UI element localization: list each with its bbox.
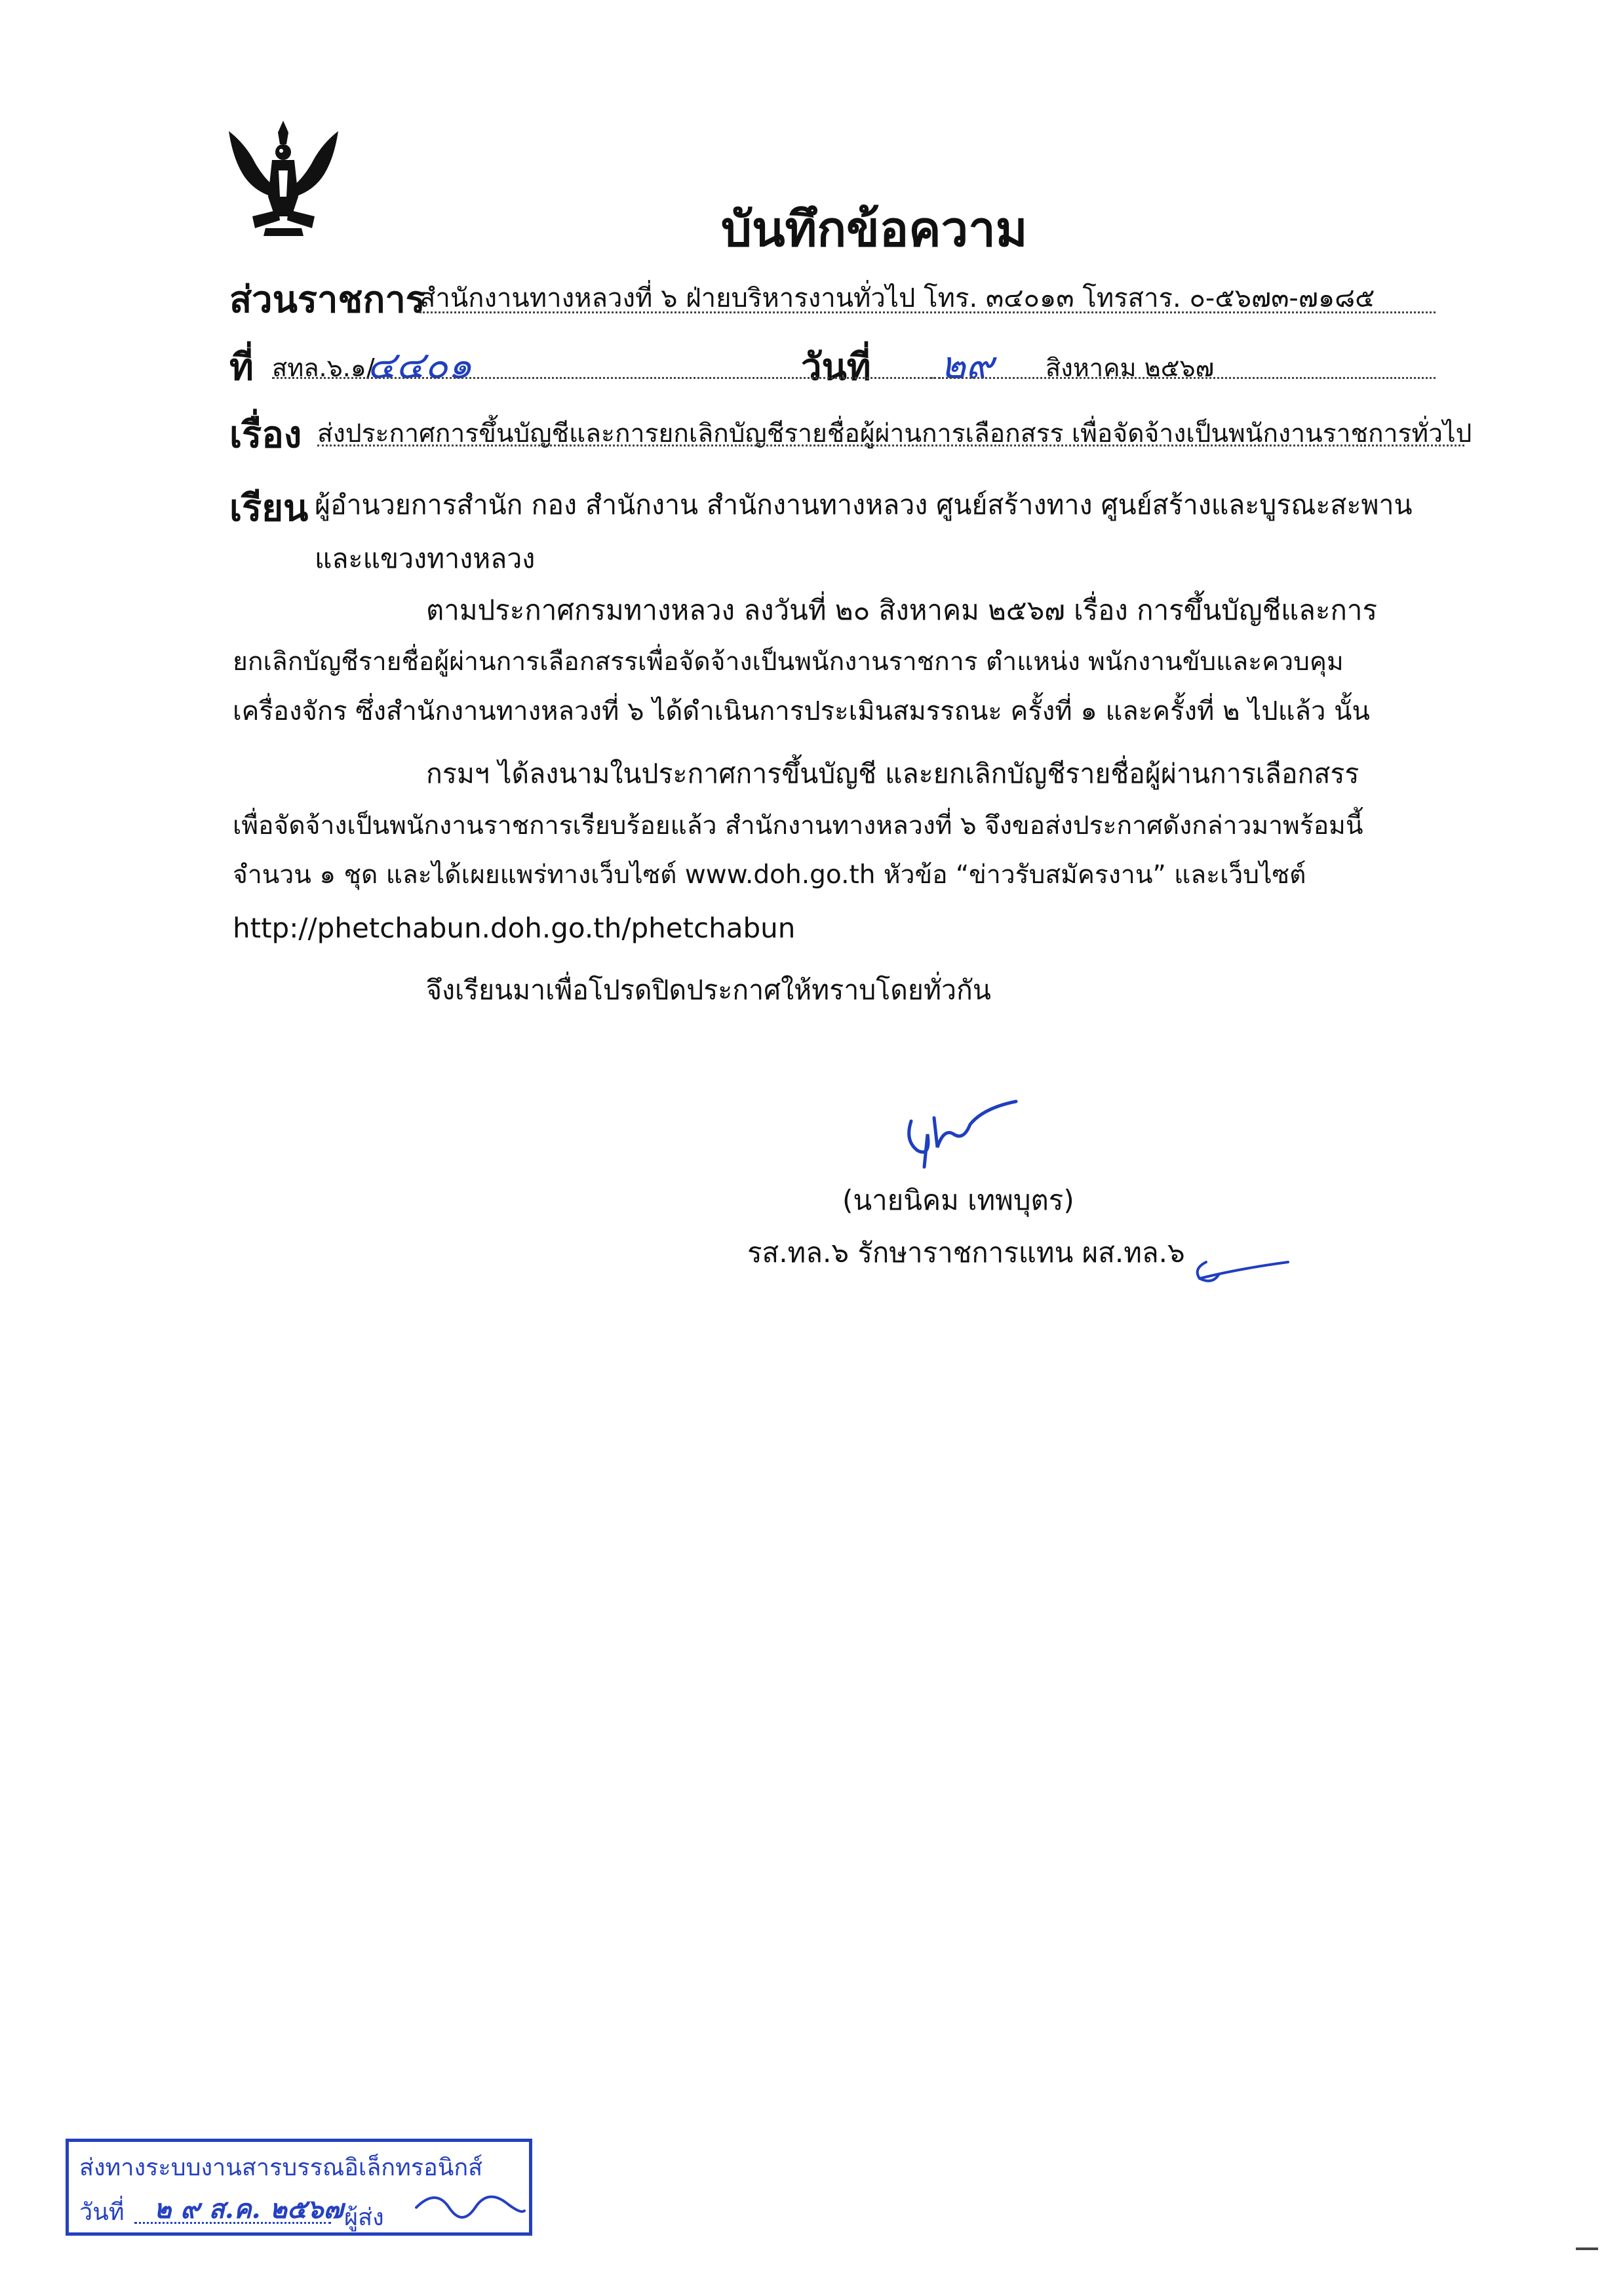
stamp-dotted-line (134, 2222, 331, 2224)
date-day: ๒๙ (941, 343, 994, 387)
paragraph-1-line-2: ยกเลิกบัญชีรายชื่อผู้ผ่านการเลือกสรรเพื่อจัดจ้างเป็นพนักงานราชการ ตำแหน่ง พนักงานขับและควบคุม (233, 647, 1344, 677)
signatory-position: รส.ทล.๖ รักษาราชการแทน ผส.ทล.๖ (747, 1237, 1185, 1269)
handwritten-signature-icon (891, 1088, 1023, 1174)
paragraph-2-line-4: http://phetchabun.doh.go.th/phetchabun (233, 912, 796, 944)
paragraph-1-line-3: เครื่องจักร ซึ่งสำนักงานทางหลวงที่ ๖ ได้ดำเนินการประเมินสมรรถนะ ครั้งที่ ๑ และครั้งที่ ๒ ไปแล้ว นั้น (233, 696, 1370, 726)
subject-label: เรื่อง (229, 414, 302, 456)
agency-dotted-line (420, 311, 1436, 313)
date-month-year: สิงหาคม ๒๕๖๗ (1046, 353, 1215, 382)
dispatch-stamp (66, 2139, 532, 2236)
paragraph-2-line-1: กรมฯ ได้ลงนามในประกาศการขึ้นบัญชี และยกเลิกบัญชีรายชื่อผู้ผ่านการเลือกสรร (426, 758, 1359, 789)
signatory-name: (นายนิคม เทพบุตร) (842, 1184, 1074, 1216)
agency-value: สำนักงานทางหลวงที่ ๖ ฝ่ายบริหารงานทั่วไป โทร. ๓๔๐๑๓ โทรสาร. ๐-๕๖๗๓-๗๑๘๕ (420, 283, 1375, 313)
subject-value: ส่งประกาศการขึ้นบัญชีและการยกเลิกบัญชีรายชื่อผู้ผ่านการเลือกสรร เพื่อจัดจ้างเป็นพนักงานราชการทั่วไป (317, 419, 1472, 448)
ref-dotted-line (272, 377, 941, 379)
date-dotted-line (931, 377, 1436, 379)
paragraph-1-line-1: ตามประกาศกรมทางหลวง ลงวันที่ ๒๐ สิงหาคม ๒๕๖๗ เรื่อง การขึ้นบัญชีและการ (426, 594, 1378, 626)
subject-dotted-line (317, 445, 1464, 446)
stamp-sender-label: ผู้ส่ง (344, 2204, 384, 2231)
ref-label: ที่ (229, 346, 254, 389)
stamp-line-1: ส่งทางระบบงานสารบรรณอิเล็กทรอนิกส์ (79, 2154, 483, 2181)
stamp-date-value: ๒ ๙ ส.ค. ๒๕๖๗ (154, 2194, 343, 2225)
agency-label: ส่วนราชการ (229, 279, 425, 321)
stamp-date-label: วันที่ (79, 2199, 125, 2226)
paragraph-2-line-3: จำนวน ๑ ชุด และได้เผยแพร่ทางเว็บไซต์ www.doh.go.th หัวข้อ “ข่าวรับสมัครงาน” และเว็บไซต์ (233, 860, 1306, 890)
initial-mark-icon (1186, 1249, 1291, 1288)
memo-title: บันทึกข้อความ (721, 201, 1028, 258)
to-line-1: ผู้อำนวยการสำนัก กอง สำนักงาน สำนักงานทางหลวง ศูนย์สร้างทาง ศูนย์สร้างและบูรณะสะพาน (315, 489, 1413, 521)
paragraph-2-line-2: เพื่อจัดจ้างเป็นพนักงานราชการเรียบร้อยแล้ว สำนักงานทางหลวงที่ ๖ จึงขอส่งประกาศดังกล่าวมาพร้อมนี้ (233, 811, 1363, 841)
stamp-sender-signature-icon (410, 2181, 528, 2234)
to-label: เรียน (229, 487, 309, 530)
to-line-2: และแขวงทางหลวง (315, 543, 536, 574)
closing-line: จึงเรียนมาเพื่อโปรดปิดประกาศให้ทราบโดยทั่วกัน (426, 974, 991, 1006)
garuda-emblem-icon (226, 118, 341, 239)
date-label: วันที่ (801, 346, 871, 389)
edge-mark (1576, 2247, 1598, 2250)
ref-number: ๔๔๐๑ (367, 343, 473, 387)
ref-prefix: สทล.๖.๑/ (272, 353, 375, 382)
